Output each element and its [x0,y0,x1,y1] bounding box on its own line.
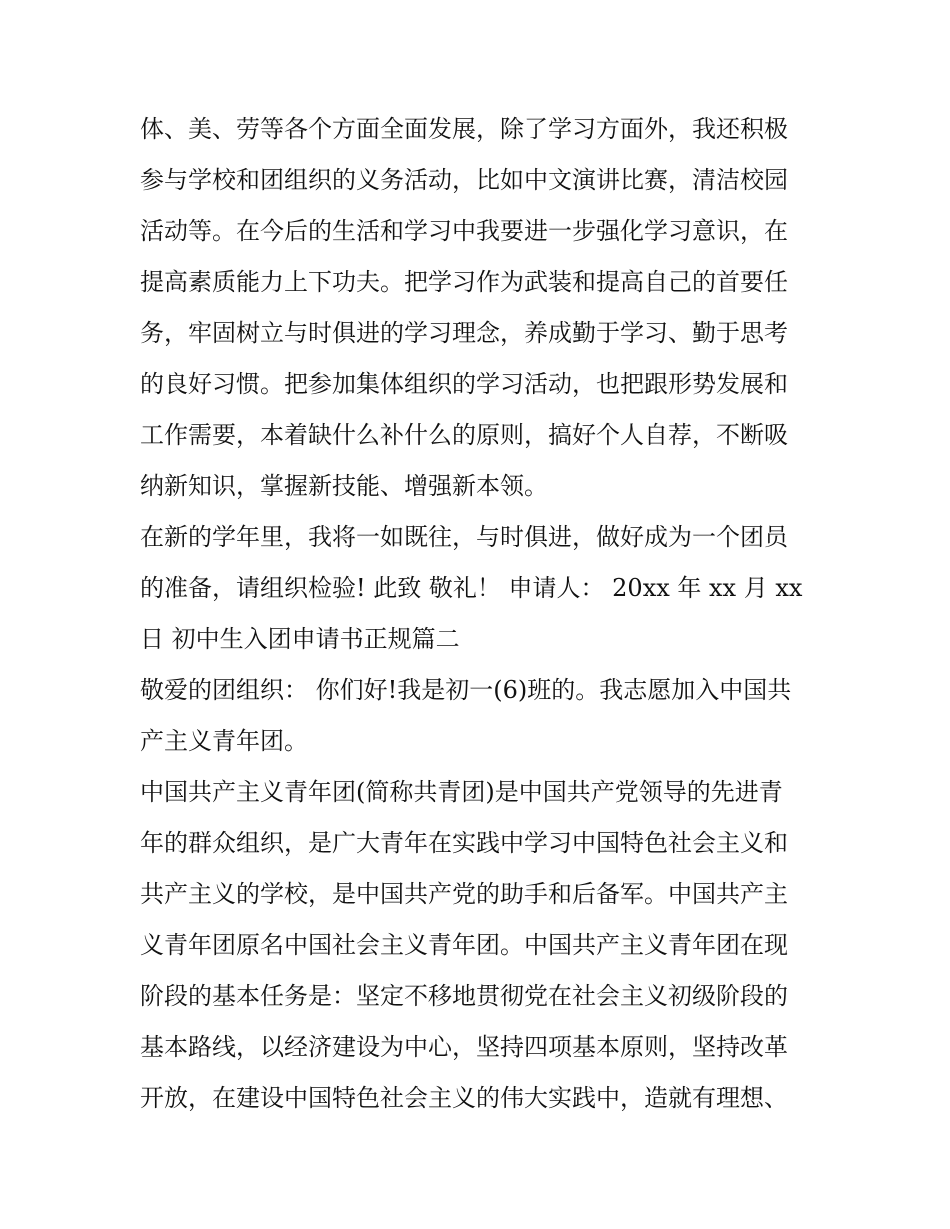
text-line-7: 工作需要，本着缺什么补什么的原则，搞好个人自荐，不断吸 [140,421,788,449]
text-line-19: 基本路线，以经济建设为中心，坚持四项基本原则，坚持改革 [140,1033,788,1061]
text-line-5: 务，牢固树立与时俱进的学习理念，养成勤于学习、勤于思考 [140,319,788,347]
document-body [140,104,820,1124]
text-line-14: 中国共产主义青年团(简称共青团)是中国共产党领导的先进青 [140,778,783,806]
text-line-9: 在新的学年里，我将一如既往，与时俱进，做好成为一个团员 [140,523,788,551]
text-line-10: 的准备，请组织检验! 此致 敬礼！ 申请人： 20xx 年 xx 月 xx [140,574,803,602]
text-line-16: 共产主义的学校，是中国共产党的助手和后备军。中国共产主 [140,880,788,908]
text-line-8: 纳新知识，掌握新技能、增强新本领。 [140,472,548,500]
text-line-3: 活动等。在今后的生活和学习中我要进一步强化学习意识，在 [140,217,788,245]
text-line-11: 日 初中生入团申请书正规篇二 [140,625,460,653]
text-line-20: 开放，在建设中国特色社会主义的伟大实践中，造就有理想、 [140,1084,788,1112]
text-line-12: 敬爱的团组织： 你们好!我是初一(6)班的。我志愿加入中国共 [140,676,792,704]
text-line-1: 体、美、劳等各个方面全面发展，除了学习方面外，我还积极 [140,115,788,143]
text-line-17: 义青年团原名中国社会主义青年团。中国共产主义青年团在现 [140,931,788,959]
text-line-2: 参与学校和团组织的义务活动，比如中文演讲比赛，清洁校园 [140,166,788,194]
text-line-18: 阶段的基本任务是：坚定不移地贯彻党在社会主义初级阶段的 [140,982,788,1010]
text-line-13: 产主义青年团。 [140,727,308,755]
text-line-6: 的良好习惯。把参加集体组织的学习活动，也把跟形势发展和 [140,370,788,398]
text-line-15: 年的群众组织，是广大青年在实践中学习中国特色社会主义和 [140,829,788,857]
text-line-4: 提高素质能力上下功夫。把学习作为武装和提高自己的首要任 [140,268,788,296]
